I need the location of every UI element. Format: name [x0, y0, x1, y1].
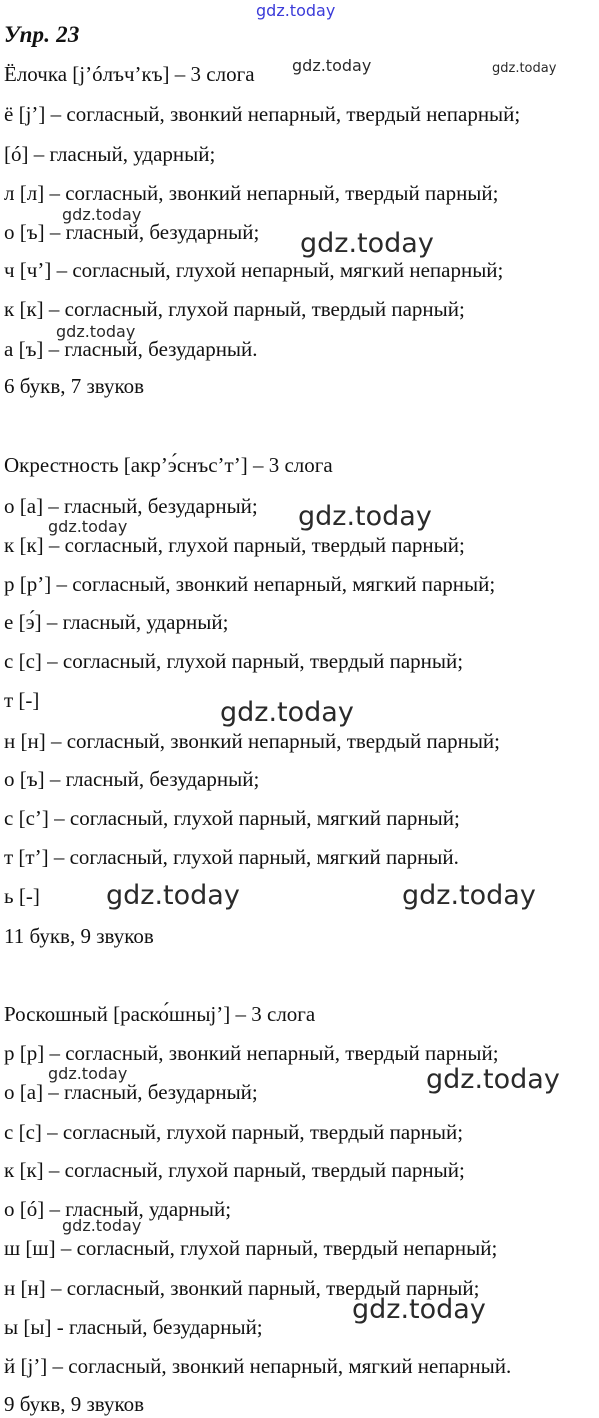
analysis-line: о [ъ] – гласный, безударный; [4, 767, 260, 791]
watermark-logo: gdz.today [402, 880, 536, 911]
analysis-line: ь [-] [4, 884, 40, 908]
analysis-line: а [ъ] – гласный, безударный. [4, 337, 258, 361]
analysis-line: к [к] – согласный, глухой парный, твердый парный; [4, 533, 465, 557]
watermark-logo: gdz.today [352, 1294, 486, 1325]
analysis-line: к [к] – согласный, глухой парный, твердый парный; [4, 1158, 465, 1182]
analysis-line: о [а] – гласный, безударный; [4, 494, 258, 518]
count-summary: 11 букв, 9 звуков [4, 924, 154, 948]
analysis-line: с [с] – согласный, глухой парный, твердый парный; [4, 649, 464, 673]
analysis-line: о [ъ] – гласный, безударный; [4, 220, 260, 244]
watermark-logo: gdz.today [492, 61, 557, 76]
analysis-line: с [с’] – согласный, глухой парный, мягкий парный; [4, 806, 460, 830]
watermark-logo: gdz.today [300, 228, 434, 259]
watermark-logo: gdz.today [56, 322, 136, 341]
watermark-logo: gdz.today [298, 501, 432, 532]
analysis-line: р [р’] – согласный, звонкий непарный, мягкий парный; [4, 572, 496, 596]
count-summary: 6 букв, 7 звуков [4, 374, 145, 398]
watermark-logo: gdz.today [48, 1064, 128, 1083]
word-line-roskoshny: Роскошный [раско́шныj’] – 3 слога [4, 1002, 316, 1026]
analysis-line: т [-] [4, 688, 40, 712]
analysis-line: т [т’] – согласный, глухой парный, мягкий парный. [4, 845, 459, 869]
analysis-line: н [н] – согласный, звонкий непарный, твердый парный; [4, 729, 501, 753]
analysis-line: ы [ы] - гласный, безударный; [4, 1315, 263, 1339]
count-summary: 9 букв, 9 звуков [4, 1392, 145, 1416]
analysis-line: с [с] – согласный, глухой парный, твердый парный; [4, 1120, 464, 1144]
analysis-line: о [ó] – гласный, ударный; [4, 1197, 232, 1221]
watermark-logo: gdz.today [256, 1, 336, 20]
watermark-logo: gdz.today [292, 56, 372, 75]
watermark-logo: gdz.today [62, 1216, 142, 1235]
analysis-line: ш [ш] – согласный, глухой парный, твердый непарный; [4, 1236, 498, 1260]
analysis-line: о [а] – гласный, безударный; [4, 1080, 258, 1104]
analysis-line: к [к] – согласный, глухой парный, твердый парный; [4, 297, 465, 321]
analysis-line: ч [ч’] – согласный, глухой непарный, мягкий непарный; [4, 258, 504, 282]
word-line-okrestnost: Окрестность [акр’э́снъс’т’] – 3 слога [4, 453, 333, 477]
analysis-line: й [j’] – согласный, звонкий непарный, мягкий непарный. [4, 1354, 512, 1378]
watermark-logo: gdz.today [426, 1064, 560, 1095]
analysis-line: н [н] – согласный, звонкий парный, твердый парный; [4, 1276, 480, 1300]
watermark-logo: gdz.today [220, 697, 354, 728]
exercise-title: Упр. 23 [4, 22, 80, 47]
word-line-yolochka: Ёлочка [j’óлъч’къ] – 3 слога [4, 62, 255, 86]
analysis-line: ё [j’] – согласный, звонкий непарный, твердый непарный; [4, 102, 521, 126]
watermark-logo: gdz.today [62, 205, 142, 224]
analysis-line: [ó] – гласный, ударный; [4, 142, 216, 166]
analysis-line: е [э́] – гласный, ударный; [4, 610, 229, 634]
analysis-line: л [л] – согласный, звонкий непарный, твердый парный; [4, 181, 499, 205]
watermark-logo: gdz.today [106, 880, 240, 911]
watermark-logo: gdz.today [48, 517, 128, 536]
analysis-line: р [р] – согласный, звонкий непарный, твердый парный; [4, 1041, 499, 1065]
